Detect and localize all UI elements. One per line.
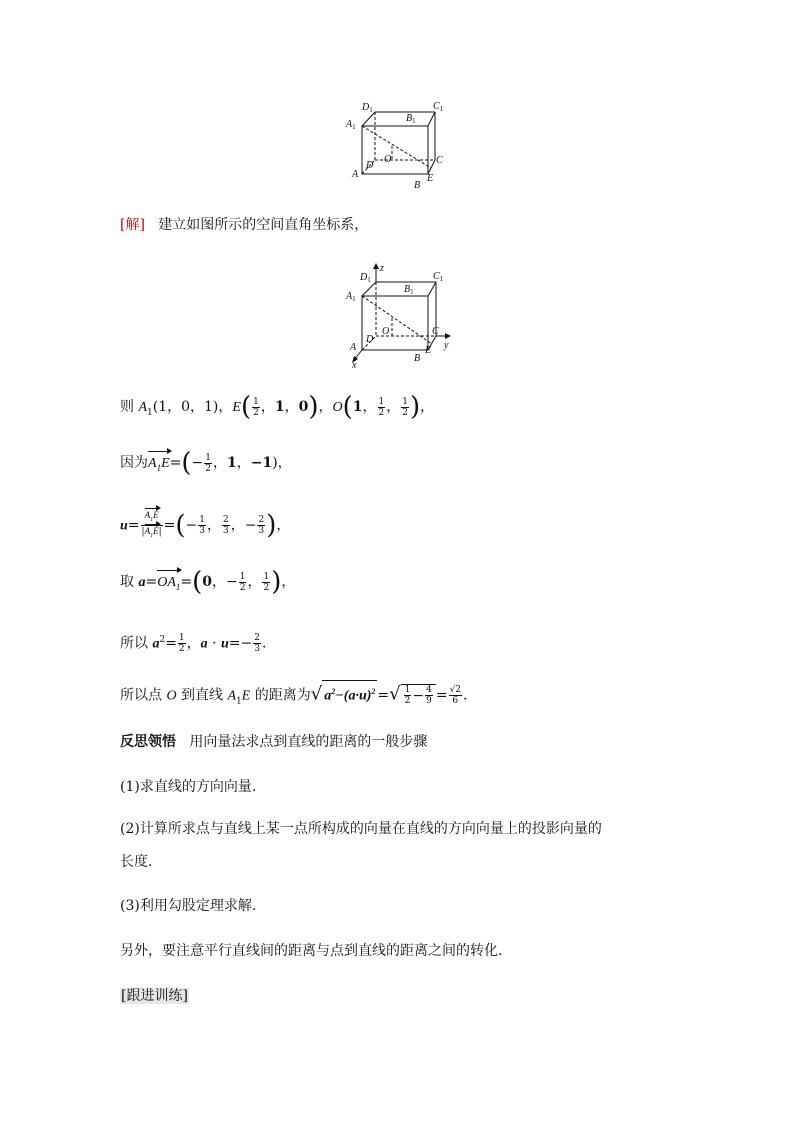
- label-C1: $C_1$: [433, 101, 444, 113]
- step-2-continued: 长度.: [120, 854, 153, 870]
- label-D1: $D_1$: [362, 102, 373, 114]
- vector-a1e-line: 因为$A_1E=(-$ $\frac{1}{2}$ ，1，−1)，: [120, 448, 292, 478]
- label-D: D: [366, 334, 374, 345]
- label-C: C: [436, 155, 443, 166]
- axis-label-z: z: [380, 263, 384, 274]
- label-D1: $D_1$: [360, 272, 371, 284]
- dot-products-line: 所以 $a^2=$ $\frac{1}{2}$ ，a · u=− $\frac{2}{3}$ .: [120, 633, 267, 655]
- reflection-heading-line: [120, 731, 427, 753]
- label-A1: $A_1$: [346, 119, 356, 131]
- unit-vector-line: u= $\frac{A_1E}{|A_1E|}$ =(− $\frac{1}{3}$ ， $\frac{2}{3}$ ，− $\frac{2}{3}$ )，: [120, 510, 291, 541]
- cube-figure-1: [340, 98, 450, 192]
- coordinates-line: 则 $A_1(1$，0，1)，E( $\frac{1}{2}$ ，1，0)，O(1， $\frac{1}{2}$ ， $\frac{1}{2}$ )，: [120, 392, 435, 422]
- vector-a-line: 取 $a=OA_1=(0$，− $\frac{1}{2}$ ， $\frac{1}{2}$ )，: [120, 567, 296, 597]
- label-E: E: [427, 173, 434, 184]
- label-A: A: [350, 342, 357, 353]
- reflection-title: 用向量法求点到直线的距离的一般步骤: [189, 734, 428, 750]
- label-O: O: [382, 326, 390, 337]
- cube-figure-2-with-axes: [340, 262, 456, 370]
- followup-training-label: [跟进训练]: [121, 988, 188, 1004]
- solution-line: [120, 214, 368, 236]
- solution-text: 建立如图所示的空间直角坐标系，: [158, 217, 369, 233]
- reflection-heading: 反思领悟: [120, 734, 176, 750]
- solution-tag: [解]: [120, 217, 145, 233]
- label-E: E: [425, 345, 432, 356]
- label-C1: $C_1$: [433, 271, 444, 283]
- distance-result-line: 所以点 O 到直线 $A_1E$ 的距离为√ $a^2-(a\cdot u)^2$ =√ $\frac{1}{2}$ − $\frac{4}{9}$ = $\frac{√2}{6}$ .: [120, 680, 467, 712]
- step-1: (1)求直线的方向向量.: [120, 779, 257, 795]
- step-2: (2)计算所求点与直线上某一点所构成的向量在直线的方向向量上的投影向量的: [120, 821, 602, 837]
- label-B: B: [414, 353, 421, 364]
- axis-label-x: x: [352, 360, 357, 370]
- label-A: A: [352, 169, 359, 180]
- label-B: B: [414, 180, 421, 191]
- label-D: D: [366, 160, 374, 171]
- note-text: 另外，要注意平行直线间的距离与点到直线的距离之间的转化.: [120, 943, 503, 959]
- label-B1: $B_1$: [404, 284, 414, 296]
- label-C: C: [432, 326, 439, 337]
- label-A1: $A_1$: [346, 291, 356, 303]
- label-B1: $B_1$: [406, 113, 416, 125]
- label-O: O: [384, 154, 392, 165]
- axis-label-y: y: [444, 340, 449, 351]
- step-3: (3)利用勾股定理求解.: [120, 898, 257, 914]
